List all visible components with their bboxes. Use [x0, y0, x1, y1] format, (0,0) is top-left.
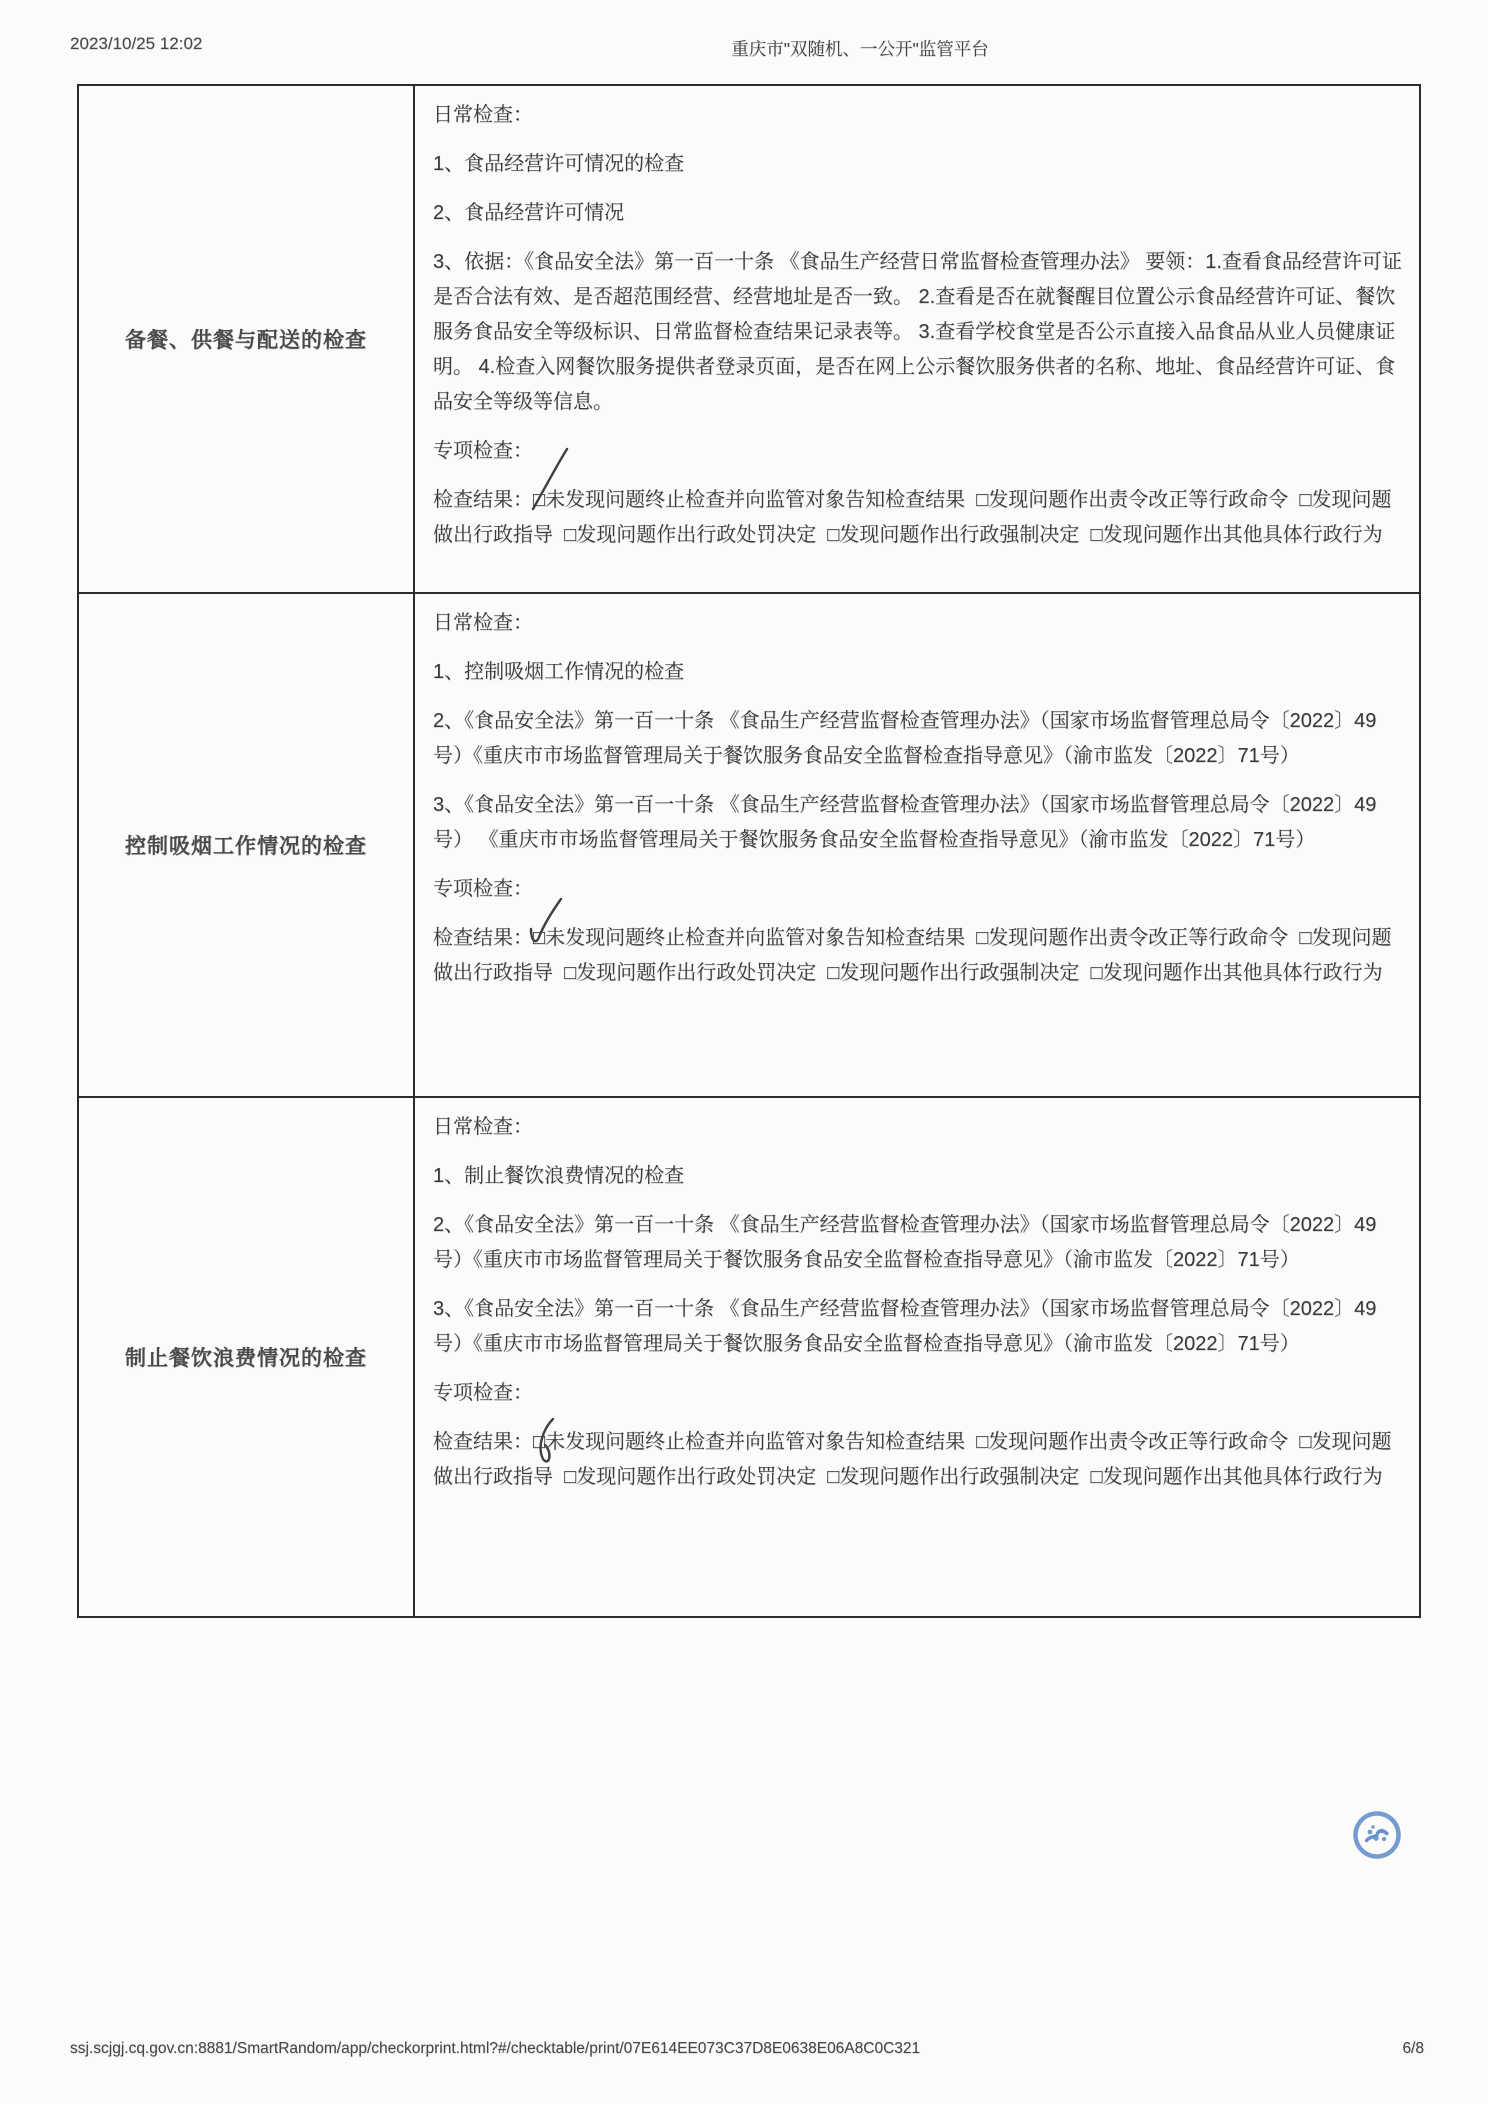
check-item: 1、制止餐饮浪费情况的检查 [433, 1165, 685, 1187]
checkbox-icon: □ [533, 489, 546, 511]
check-item: 1、控制吸烟工作情况的检查 [433, 661, 685, 683]
result-prefix: 检查结果： [433, 927, 533, 949]
print-title: 重庆市"双随机、一公开"监管平台 [731, 39, 989, 59]
inspection-table [77, 84, 1421, 1618]
result-prefix: 检查结果： [433, 489, 533, 511]
print-footer [70, 2040, 1424, 2058]
check-item: 2、食品经营许可情况 [433, 202, 625, 224]
checkbox-icon: □ [533, 927, 546, 949]
result-checked-option: 未发现问题终止检查并向监管对象告知检查结果 [545, 1431, 966, 1453]
check-result-line [433, 483, 1403, 553]
checkbox-checked [533, 489, 545, 511]
result-other-options: □发现问题作出责令改正等行政命令 □发现问题做出行政指导 □发现问题作出行政处罚决定 □发现问题作出行政强制决定 □发现问题作出其他具体行政行为 [433, 1431, 1392, 1488]
print-datetime: 2023/10/25 12:02 [70, 34, 203, 53]
row-content-cell [415, 86, 1419, 592]
row-label-cell [79, 86, 415, 592]
row-label-cell [79, 1098, 415, 1616]
result-prefix: 检查结果： [433, 1431, 533, 1453]
row-label: 制止餐饮浪费情况的检查 [125, 1347, 367, 1370]
checkbox-checked [533, 1431, 545, 1453]
special-check-heading: 专项检查： [433, 1382, 533, 1404]
check-result-line [433, 921, 1403, 991]
result-other-options: □发现问题作出责令改正等行政命令 □发现问题做出行政指导 □发现问题作出行政处罚决定 □发现问题作出行政强制决定 □发现问题作出其他具体行政行为 [433, 927, 1392, 984]
row-label: 控制吸烟工作情况的检查 [125, 835, 367, 858]
special-check-heading: 专项检查： [433, 878, 533, 900]
check-item: 3、《食品安全法》第一百一十条 《食品生产经营监督检查管理办法》（国家市场监督管理总局令〔2022〕49号） 《重庆市市场监督管理局关于餐饮服务食品安全监督检查指导意见》（渝市监发〔2022〕71号） [433, 794, 1377, 851]
check-item: 3、依据：《食品安全法》第一百一十条 《食品生产经营日常监督检查管理办法》 要领：1.查看食品经营许可证是否合法有效、是否超范围经营、经营地址是否一致。 2.查看是否在就餐醒目位置公示食品经营许可证、餐饮服务食品安全等级标识、日常监督检查结果记录表等。 3.查看学校食堂是否公示直接入品食品从业人员健康证明。 4.检查入网餐饮服务提供者登录页面，是否在网上公示餐饮服务供者的名称、地址、食品经营许可证、食品安全等级等信息。 [433, 251, 1402, 413]
row-content-cell [415, 1098, 1419, 1616]
check-item: 2、《食品安全法》第一百一十条 《食品生产经营监督检查管理办法》（国家市场监督管理总局令〔2022〕49号）《重庆市市场监督管理局关于餐饮服务食品安全监督检查指导意见》（渝市监发〔2022〕71号） [433, 1214, 1377, 1271]
row-content-cell [415, 594, 1419, 1096]
check-item: 2、《食品安全法》第一百一十条 《食品生产经营监督检查管理办法》（国家市场监督管理总局令〔2022〕49号）《重庆市市场监督管理局关于餐饮服务食品安全监督检查指导意见》（渝市监发〔2022〕71号） [433, 710, 1377, 767]
daily-check-heading: 日常检查： [433, 612, 533, 634]
footer-url: ssj.scjgj.cq.gov.cn:8881/SmartRandom/app/checkorprint.html?#/checktable/print/07E614EE073C37D8E0638E06A8C0C321 [70, 2040, 921, 2057]
checkbox-icon: □ [533, 1431, 546, 1453]
table-row [79, 592, 1419, 1096]
checkbox-checked [533, 927, 545, 949]
result-other-options: □发现问题作出责令改正等行政命令 □发现问题做出行政指导 □发现问题作出行政处罚决定 □发现问题作出行政强制决定 □发现问题作出其他具体行政行为 [433, 489, 1392, 546]
table-row [79, 86, 1419, 592]
blue-stamp-icon [1348, 1806, 1406, 1864]
daily-check-heading: 日常检查： [433, 104, 533, 126]
daily-check-heading: 日常检查： [433, 1116, 533, 1138]
check-item: 3、《食品安全法》第一百一十条 《食品生产经营监督检查管理办法》（国家市场监督管理总局令〔2022〕49号）《重庆市市场监督管理局关于餐饮服务食品安全监督检查指导意见》（渝市监发〔2022〕71号） [433, 1298, 1377, 1355]
special-check-heading: 专项检查： [433, 440, 533, 462]
row-label: 备餐、供餐与配送的检查 [125, 329, 367, 352]
row-label-cell [79, 594, 415, 1096]
result-checked-option: 未发现问题终止检查并向监管对象告知检查结果 [545, 489, 966, 511]
table-row [79, 1096, 1419, 1616]
page-number: 6/8 [1402, 2040, 1424, 2057]
check-result-line [433, 1425, 1403, 1495]
result-checked-option: 未发现问题终止检查并向监管对象告知检查结果 [545, 927, 966, 949]
check-item: 1、食品经营许可情况的检查 [433, 153, 685, 175]
